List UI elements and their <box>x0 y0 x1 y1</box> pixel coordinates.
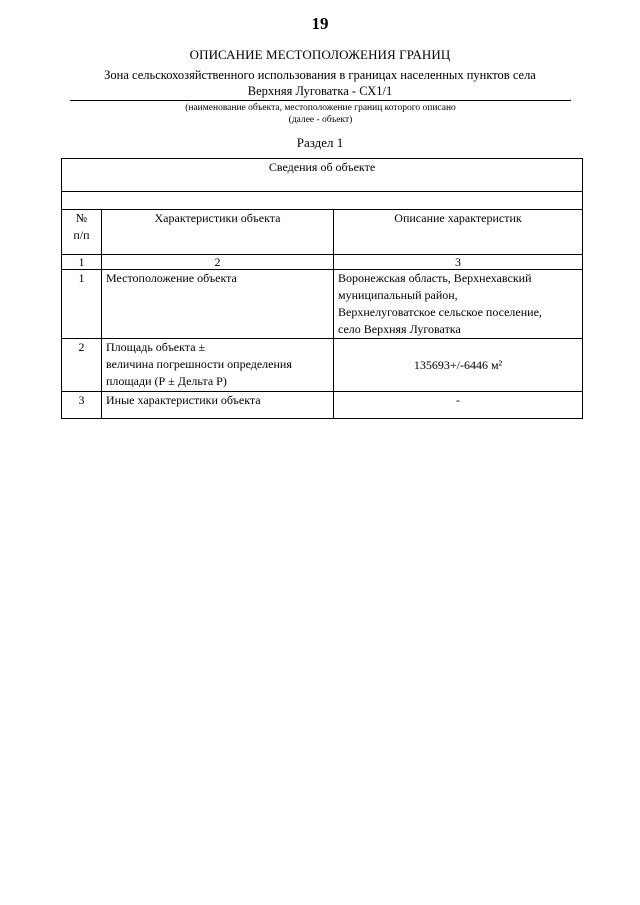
table-spacer-row <box>62 192 583 210</box>
page-number: 19 <box>311 14 329 33</box>
header-number-line-2: п/п <box>73 228 90 242</box>
description-line: муниципальный район, <box>338 288 458 302</box>
description-line: село Верхняя Луговатка <box>338 322 461 336</box>
object-info-table <box>61 158 583 419</box>
column-number-2: 2 <box>102 255 334 270</box>
table-spacer-cell <box>62 192 583 210</box>
row-characteristic: Местоположение объекта <box>102 270 334 339</box>
header-number <box>62 210 102 255</box>
section-title: Раздел 1 <box>296 135 344 150</box>
row-number: 3 <box>62 392 102 419</box>
table-row <box>62 270 583 339</box>
row-number: 1 <box>62 270 102 339</box>
row-description: 135693+/-6446 м² <box>334 339 583 392</box>
characteristic-line: Площадь объекта ± <box>106 340 206 354</box>
row-description: - <box>334 392 583 419</box>
header-description: Описание характеристик <box>334 210 583 255</box>
column-number-1: 1 <box>62 255 102 270</box>
object-name-underline <box>70 100 571 101</box>
description-line: Верхнелуговатское сельское поселение, <box>338 305 542 319</box>
caption-line-2: (далее - объект) <box>288 115 353 125</box>
table-caption-row <box>62 159 583 192</box>
description-line: Воронежская область, Верхнехавский <box>338 271 532 285</box>
row-characteristic: Иные характеристики объекта <box>102 392 334 419</box>
caption-line-1: (наименование объекта, местоположение границ которого описано <box>185 103 456 113</box>
row-description <box>334 270 583 339</box>
object-name-line-1: Зона сельскохозяйственного использования в границах населенных пунктов села <box>104 68 536 82</box>
column-number-3: 3 <box>334 255 583 270</box>
characteristic-line: площади (Р ± Дельта Р) <box>106 374 227 388</box>
table-row <box>62 392 583 419</box>
object-name <box>70 67 570 99</box>
row-number: 2 <box>62 339 102 392</box>
characteristic-line: величина погрешности определения <box>106 357 292 371</box>
document-title: ОПИСАНИЕ МЕСТОПОЛОЖЕНИЯ ГРАНИЦ <box>189 47 451 62</box>
row-characteristic <box>102 339 334 392</box>
table-row <box>62 339 583 392</box>
object-name-line-2: Верхняя Луговатка - СХ1/1 <box>247 84 393 98</box>
table-caption: Сведения об объекте <box>62 159 583 192</box>
header-number-line-1: № <box>75 211 88 225</box>
header-characteristics: Характеристики объекта <box>102 210 334 255</box>
column-number-row <box>62 255 583 270</box>
table-header-row <box>62 210 583 255</box>
object-name-caption <box>70 102 571 126</box>
